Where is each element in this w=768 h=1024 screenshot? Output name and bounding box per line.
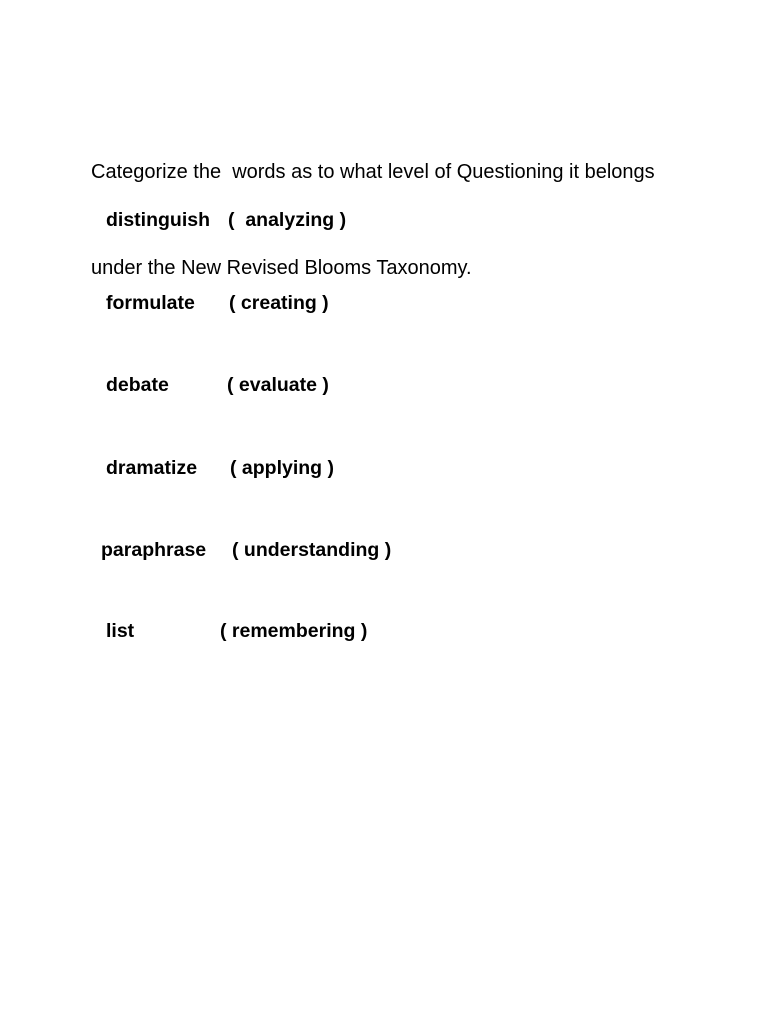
entry-formulate — [0, 290, 329, 316]
instructions-line-1: Categorize the words as to what level of Questioning it belongs — [91, 161, 655, 183]
entry-level: ( creating ) — [229, 292, 329, 314]
entry-list — [0, 618, 368, 644]
instructions-line-2: under the New Revised Blooms Taxonomy. — [91, 257, 472, 279]
entry-debate — [0, 372, 329, 398]
entry-level: ( understanding ) — [232, 539, 392, 561]
entry-word: formulate — [106, 292, 195, 314]
entry-word: distinguish — [106, 209, 210, 231]
entry-dramatize — [0, 455, 334, 481]
entry-paraphrase — [0, 537, 392, 563]
entry-word: dramatize — [106, 457, 198, 479]
entry-word: debate — [106, 374, 169, 396]
entry-word: list — [106, 620, 135, 642]
entry-level: ( remembering ) — [220, 620, 368, 642]
entry-level: ( applying ) — [230, 457, 334, 479]
entry-distinguish — [0, 207, 347, 233]
entry-level: ( evaluate ) — [227, 374, 329, 396]
entry-level: ( analyzing ) — [228, 209, 347, 231]
entry-word: paraphrase — [101, 539, 207, 561]
